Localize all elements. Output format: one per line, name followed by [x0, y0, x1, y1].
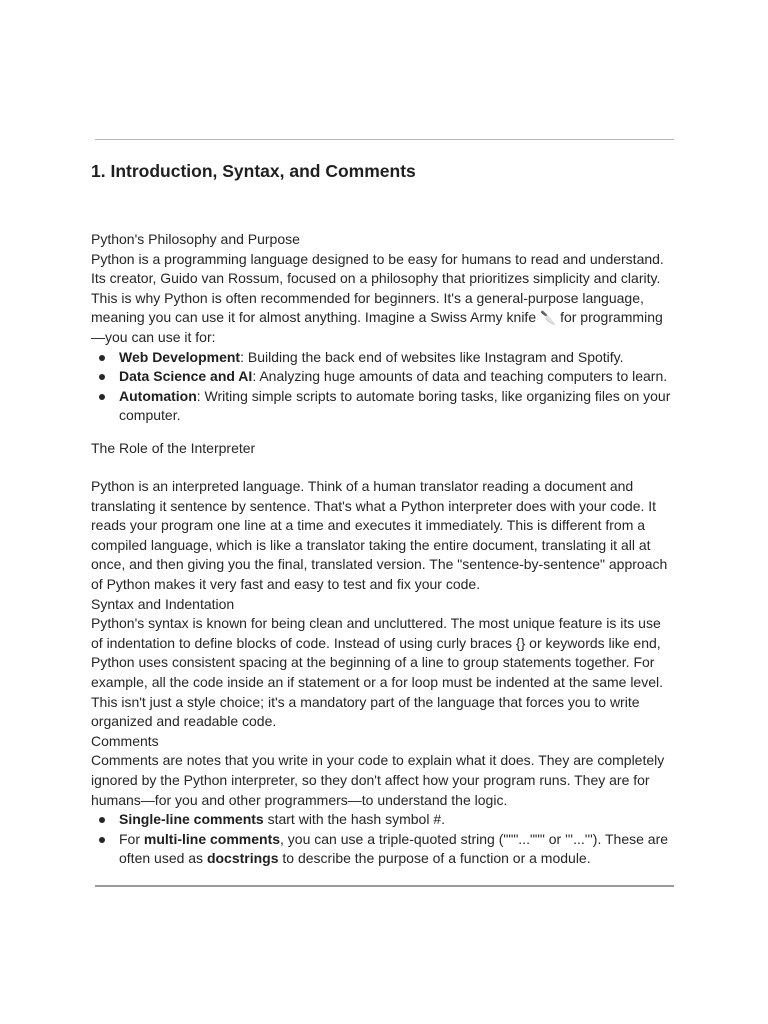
interpreter-heading: The Role of the Interpreter — [91, 440, 256, 456]
comment-mid: , you can use a triple-quoted string ("""...""" or '''...'''). These are often used as — [119, 830, 669, 867]
knife-icon: 🔪 — [540, 310, 557, 326]
list-item — [91, 387, 675, 426]
philosophy-paragraph — [91, 250, 675, 348]
interpreter-paragraph: Python is an interpreted language. Think of a human translator reading a document and translating it sentence by sentence. That's what a Python interpreter does with your code. It reads your program one line at a time and executes it immediately. This is different from a compiled language, which is like a translator taking the entire document, translating it all at once, and then giving you the final, translated version. The "sentence-by-sentence" approach of Python makes it very fast and easy to test and fix your code. — [91, 478, 668, 592]
syntax-paragraph: Python's syntax is known for being clean and uncluttered. The most unique feature is its use of indentation to define blocks of code. Instead of using curly braces {} or keywords like end, Python uses consistent spacing at the beginning of a line to group statements together. For example, all the code inside an if statement or a for loop must be indented at the same level. This isn't just a style choice; it's a mandatory part of the language that forces you to write organized and readable code. — [91, 615, 663, 730]
use-desc: : Writing simple scripts to automate boring tasks, like organizing files on your computer. — [119, 387, 671, 424]
philosophy-text-1: Python is a programming language designed to be easy for humans to read and understand. Its creator, Guido van Rossum, focused on a philosophy that prioritizes simplicity and clarity. This is why Python is often recommended for beginners. It's a general-purpose language, meaning you can use it for almost anything. Imagine a Swiss Army knife — [91, 250, 664, 326]
use-desc: : Building the back end of websites like Instagram and Spotify. — [240, 348, 624, 365]
philosophy-text-2: for programming—you can use it for: — [91, 309, 663, 345]
use-term: Automation — [119, 387, 197, 404]
comment-desc: to describe the purpose of a function or a module. — [278, 850, 591, 867]
comment-term-docstrings: docstrings — [206, 850, 279, 867]
use-desc: : Analyzing huge amounts of data and teaching computers to learn. — [252, 368, 668, 385]
comments-paragraph: Comments are notes that you write in your code to explain what it does. They are completely ignored by the Python interpreter, so they don't affect how your program runs. They are for humans—for you and other programmers—to understand the logic. — [91, 752, 665, 808]
top-divider — [95, 139, 674, 140]
comment-term: multi-line comments — [143, 830, 281, 847]
comments-heading: Comments — [91, 732, 159, 749]
use-term: Web Development — [119, 348, 241, 365]
uses-list — [91, 348, 675, 426]
syntax-heading: Syntax and Indentation — [91, 595, 235, 612]
list-item — [91, 348, 675, 368]
philosophy-heading: Python's Philosophy and Purpose — [91, 231, 300, 247]
list-item — [91, 367, 675, 387]
comment-desc: start with the hash symbol #. — [263, 811, 446, 828]
use-term: Data Science and AI — [119, 368, 253, 385]
bottom-divider — [95, 885, 674, 887]
list-item — [91, 830, 675, 869]
philosophy-section — [91, 230, 675, 426]
comments-list — [91, 810, 675, 869]
comment-pre: For — [119, 830, 144, 847]
interpreter-section — [91, 477, 675, 869]
list-item — [91, 810, 675, 830]
interpreter-heading-block — [91, 439, 675, 459]
comment-term: Single-line comments — [119, 811, 264, 828]
section-title: 1. Introduction, Syntax, and Comments — [91, 161, 416, 181]
